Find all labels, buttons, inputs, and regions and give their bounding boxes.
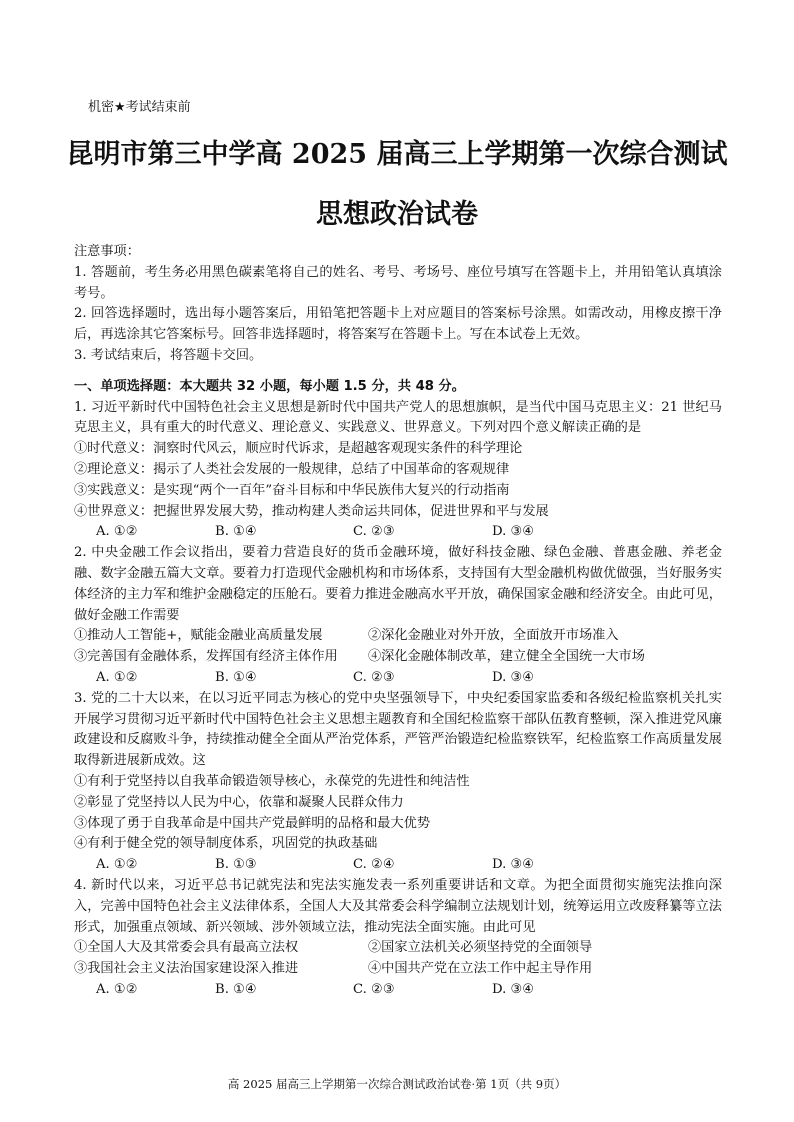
- question-2-statements-row-2: [74, 647, 722, 668]
- question-2-statements-row-1: [74, 626, 722, 647]
- notice-item-2: 2. 回答选择题时，选出每小题答案后，用铅笔把答题卡上对应题目的答案标号涂黑。如需改动，用橡皮擦干净后，再选涂其它答案标号。回答非选择题时，将答案写在答题卡上。写在本试卷上无效。: [74, 306, 722, 343]
- option-b: B. ①④: [215, 981, 257, 997]
- option-a: A. ①②: [96, 857, 138, 873]
- question-3-options: [74, 855, 722, 876]
- exam-subject-title: 思想政治试卷: [316, 199, 478, 230]
- option-d: D. ③④: [492, 669, 535, 685]
- question-4-statements-row-2: [74, 959, 722, 980]
- option-b: B. ①④: [215, 524, 257, 540]
- question-2-stem: 2. 中央金融工作会议指出，要着力营造良好的货币金融环境，做好科技金融、绿色金融、普惠金融、养老金融、数字金融五篇大文章。要着力打造现代金融机构和市场体系，支持国有大型金融机构做优做强，当好服务实体经济的主力军和维护金融稳定的压舱石。要着力推进金融高水平开放，确保国家金融和经济安全。由此可见，做好金融工作需要: [74, 545, 722, 623]
- question-3-statement-2: ②彰显了党坚持以人民为中心，依靠和凝聚人民群众伟力: [74, 794, 404, 810]
- option-b: B. ①④: [215, 669, 257, 685]
- notice-item-3: 3. 考试结束后，将答题卡交回。: [74, 347, 263, 363]
- question-1-statement-3: ③实践意义：是实现“两个一百年”奋斗目标和中华民族伟大复兴的行动指南: [74, 482, 510, 498]
- notice-heading: 注意事项：: [74, 244, 140, 259]
- question-2-options: [74, 668, 722, 689]
- exam-body: [74, 242, 722, 1001]
- option-c: C. ②③: [353, 524, 395, 540]
- question-1-stem: 1. 习近平新时代中国特色社会主义思想是新时代中国共产党人的思想旗帜，是当代中国马克思主义：21 世纪马克思主义，具有重大的时代意义、理论意义、实践意义、世界意义。下列对四个意义解读正确的是: [74, 399, 722, 436]
- question-4-statement-4: ④中国共产党在立法工作中起主导作用: [368, 961, 593, 977]
- option-a: A. ①②: [96, 669, 138, 685]
- question-4-statement-1: ①全国人大及其常委会具有最高立法权: [74, 940, 299, 956]
- option-d: D. ③④: [492, 524, 535, 540]
- confidential-label: 机密★考试结束前: [88, 100, 191, 115]
- question-3-stem: 3. 党的二十大以来，在以习近平同志为核心的党中央坚强领导下，中央纪委国家监委和各级纪检监察机关扎实开展学习贯彻习近平新时代中国特色社会主义思想主题教育和全国纪检监察干部队伍教育整顿，深入推进党风廉政建设和反腐败斗争，持续推动健全全面从严治党体系，严管严治锻造纪检监察铁军，纪检监察工作高质量发展取得新进展新成效。这: [74, 690, 722, 769]
- option-a: A. ①②: [96, 981, 138, 997]
- page-footer: 高 2025 届高三上学期第一次综合测试政治试卷·第 1页（共 9页）: [227, 1077, 567, 1091]
- option-a: A. ①②: [96, 524, 138, 540]
- question-4-statements-row-1: [74, 938, 722, 959]
- question-2-statement-1: ①推动人工智能+，赋能金融业高质量发展: [74, 628, 323, 644]
- question-3-statement-1: ①有利于党坚持以自我革命锻造领导核心，永葆党的先进性和纯洁性: [74, 773, 470, 789]
- option-c: C. ②③: [353, 981, 395, 997]
- question-1-options: [74, 522, 722, 543]
- option-c: C. ②③: [353, 669, 395, 685]
- notice-item-1: 1. 答题前，考生务必用黑色碳素笔将自己的姓名、考号、考场号、座位号填写在答题卡上，并用铅笔认真填涂考号。: [74, 264, 722, 301]
- question-3-statement-3: ③体现了勇于自我革命是中国共产党最鲜明的品格和最大优势: [74, 815, 431, 831]
- question-2-statement-3: ③完善国有金融体系，发挥国有经济主体作用: [74, 649, 338, 665]
- option-c: C. ②④: [353, 857, 395, 873]
- question-4-stem: 4. 新时代以来，习近平总书记就宪法和宪法实施发表一系列重要讲话和文章。为把全面贯彻实施宪法推向深入，完善中国特色社会主义法律体系，全国人大及其常委会科学编制立法规划计划，统筹运用立改废释纂等立法形式，加强重点领域、新兴领域、涉外领域立法，推动宪法全面实施。由此可见: [74, 877, 722, 935]
- option-d: D. ③④: [492, 981, 535, 997]
- question-2-statement-4: ④深化金融体制改革，建立健全全国统一大市场: [368, 649, 645, 665]
- question-1-statement-2: ②理论意义：揭示了人类社会发展的一般规律，总结了中国革命的客观规律: [74, 461, 510, 477]
- question-3-statement-4: ④有利于健全党的领导制度体系，巩固党的执政基础: [74, 836, 378, 852]
- question-2-statement-2: ②深化金融业对外开放，全面放开市场准入: [368, 628, 619, 644]
- option-d: D. ③④: [492, 857, 535, 873]
- section-heading: 一、单项选择题：本大题共 32 小题，每小题 1.5 分，共 48 分。: [74, 378, 465, 394]
- question-1-statement-4: ④世界意义：把握世界发展大势，推动构建人类命运共同体，促进世界和平与发展: [74, 503, 549, 519]
- question-4-statement-3: ③我国社会主义法治国家建设深入推进: [74, 961, 299, 977]
- question-4-options: [74, 980, 722, 1001]
- option-b: B. ①③: [215, 857, 257, 873]
- question-1-statement-1: ①时代意义：洞察时代风云，顺应时代诉求，是超越客观现实条件的科学理论: [74, 441, 523, 457]
- question-4-statement-2: ②国家立法机关必须坚持党的全面领导: [368, 940, 593, 956]
- exam-title: 昆明市第三中学高 2025 届高三上学期第一次综合测试: [66, 139, 728, 170]
